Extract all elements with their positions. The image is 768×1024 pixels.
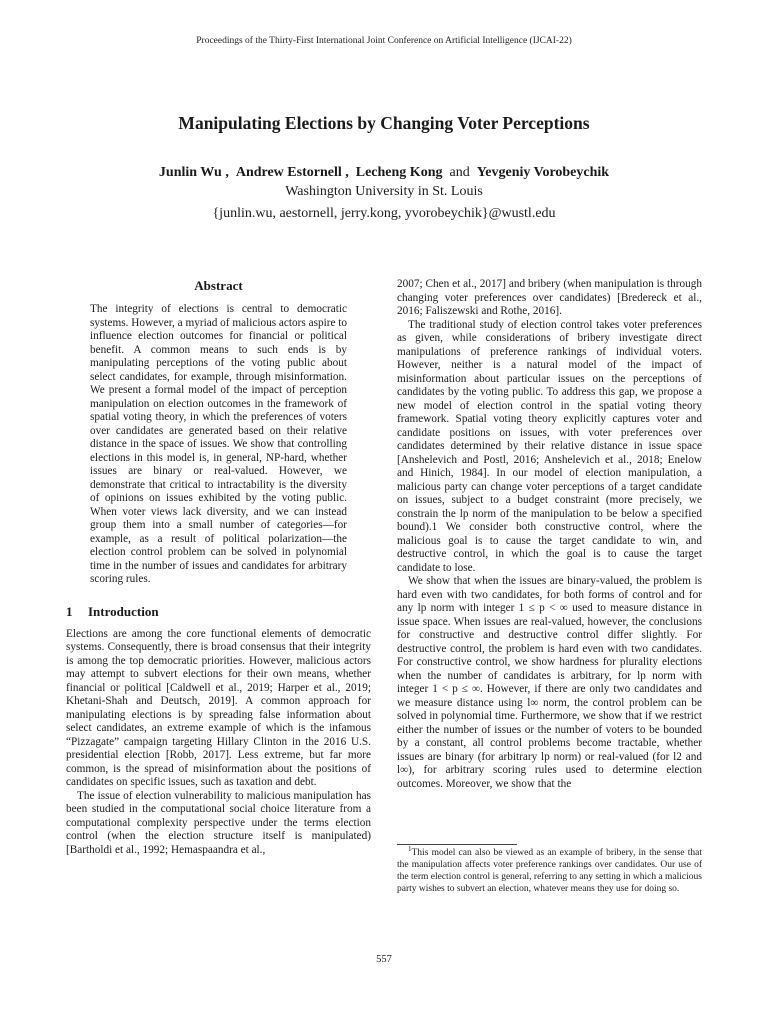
footnote-mark: 1 <box>408 844 412 853</box>
intro-paragraph-2-continued: 2007; Chen et al., 2017] and bribery (when manipulation is through changing voter preferences over candidates) [Bredereck et al., 2016; Faliszewski and Rothe, 2016]. <box>397 278 702 317</box>
right-column <box>397 278 702 791</box>
affiliation: Washington University in St. Louis <box>285 184 483 199</box>
author-conjunction: and <box>449 165 470 180</box>
section-heading-introduction <box>66 604 371 620</box>
abstract-body <box>66 303 371 587</box>
author-name: Lecheng Kong <box>355 165 443 180</box>
intro-paragraph-3: The traditional study of election control takes voter preferences as given, while considerations of bribery investigate direct manipulations of preference rankings of individual voters. However, neither is a natural model of the impact of misinformation about particular issues on the perceptions of candidates by the voting public. To address this gap, we propose a new model of election control in the spatial voting theory framework. Spatial voting theory explicitly captures voter and candidate positions on issues, with voter preferences over candidates determined by their relative distance in issue space [Anshelevich and Postl, 2016; Anshelevich et al., 2018; Enelow and Hinich, 1984]. In our model of election manipulation, a malicious party can change voter perceptions of a target candidate on issues, subject to a budget constraint (more precisely, we constrain the lp norm of the manipulation to be below a specified bound).1 We consider both constructive control, where the malicious goal is to cause the target candidate to win, and destructive control, in which the goal is to cause the target candidate to lose. <box>397 318 702 574</box>
intro-paragraph-4: We show that when the issues are binary-valued, the problem is hard even with two candidates, for both forms of control and for any lp norm with integer 1 ≤ p < ∞ used to measure distance in issue space. When issues are real-valued, however, the conclusions for constructive and destructive control differ slightly. For destructive control, the problem is hard even with two candidates. For constructive control, we show hardness for plurality elections when the number of candidates is arbitrary, for lp norm with integer 1 < p ≤ ∞. However, if there are only two candidates and we measure distance using l∞ norm, the control problem can be solved in polynomial time. Furthermore, we show that if we restrict either the number of issues or the number of voters to be bounded by a constant, all control problems become tractable, whether issues are binary (for arbitrary lp norm) or real-valued (for l2 and l∞), for arbitrary scoring rules used to determine election outcomes. Moreover, we show that the <box>397 575 702 790</box>
abstract-text: The integrity of elections is central to democratic systems. However, a myriad of malicious actors aspire to influence election outcomes for financial or political benefit. A common means to such ends is by manipulating perceptions of the voting public about select candidates, for example, through misinformation. We present a formal model of the impact of perception manipulation on election outcomes in the framework of spatial voting theory, in which the preferences of voters over candidates are generated based on their relative distance in the space of issues. We show that controlling elections in this model is, in general, NP-hard, whether issues are binary or real-valued. However, we demonstrate that critical to intractability is the diversity of opinions on issues exhibited by the voting public. When voter views lack diversity, and we can instead group them into a small number of categories—for example, as a result of political polarization—the election control problem can be solved in polynomial time in the number of issues and candidates for arbitrary scoring rules. <box>90 303 347 585</box>
proceedings-header: Proceedings of the Thirty-First International Joint Conference on Artificial Intelligence (IJCAI-22) <box>196 36 572 46</box>
page-number: 557 <box>376 954 392 965</box>
footnote-divider <box>397 844 517 845</box>
author-list: Junlin Wu , Andrew Estornell , Lecheng Kong and Yevgeniy Vorobeychik <box>158 165 610 180</box>
intro-paragraph-2: The issue of election vulnerability to malicious manipulation has been studied in the computational social choice literature from a computational complexity perspective under the terms election control (when the election structure itself is manipulated) [Bartholdi et al., 1992; Hemaspaandra et al., <box>66 789 371 856</box>
intro-paragraph-1: Elections are among the core functional elements of democratic systems. Consequently, there is broad consensus that their integrity is among the top democratic priorities. However, malicious actors may attempt to subvert elections for their own means, whether financial or political [Caldwell et al., 2019; Harper et al., 2019; Khetani-Shah and Deutsch, 2019]. A common approach for manipulating elections is by spreading false information about select candidates, an extreme example of which is the infamous “Pizzagate” campaign targeting Hillary Clinton in the 2016 U.S. presidential election [Robb, 2017]. Less extreme, but far more common, is the spread of misinformation about the positions of candidates on specific issues, such as taxation and debt. <box>66 627 371 788</box>
author-name: Andrew Estornell <box>235 165 342 180</box>
footnote <box>397 844 702 895</box>
author-name: Junlin Wu <box>158 165 222 180</box>
left-column <box>66 278 371 857</box>
paper-title: Manipulating Elections by Changing Voter Perceptions <box>178 113 590 133</box>
abstract-heading: Abstract <box>194 278 243 293</box>
footnote-text: This model can also be viewed as an example of bribery, in the sense that the manipulation affects voter preference rankings over candidates. Our use of the term election control is general, referring to any setting in which a malicious party wishes to subvert an election, whatever means they use for doing so. <box>397 848 702 894</box>
section-title: Introduction <box>88 603 159 619</box>
section-number: 1 <box>66 603 73 619</box>
author-emails: {junlin.wu, aestornell, jerry.kong, yvorobeychik}@wustl.edu <box>212 206 556 221</box>
author-name: Yevgeniy Vorobeychik <box>476 165 610 180</box>
